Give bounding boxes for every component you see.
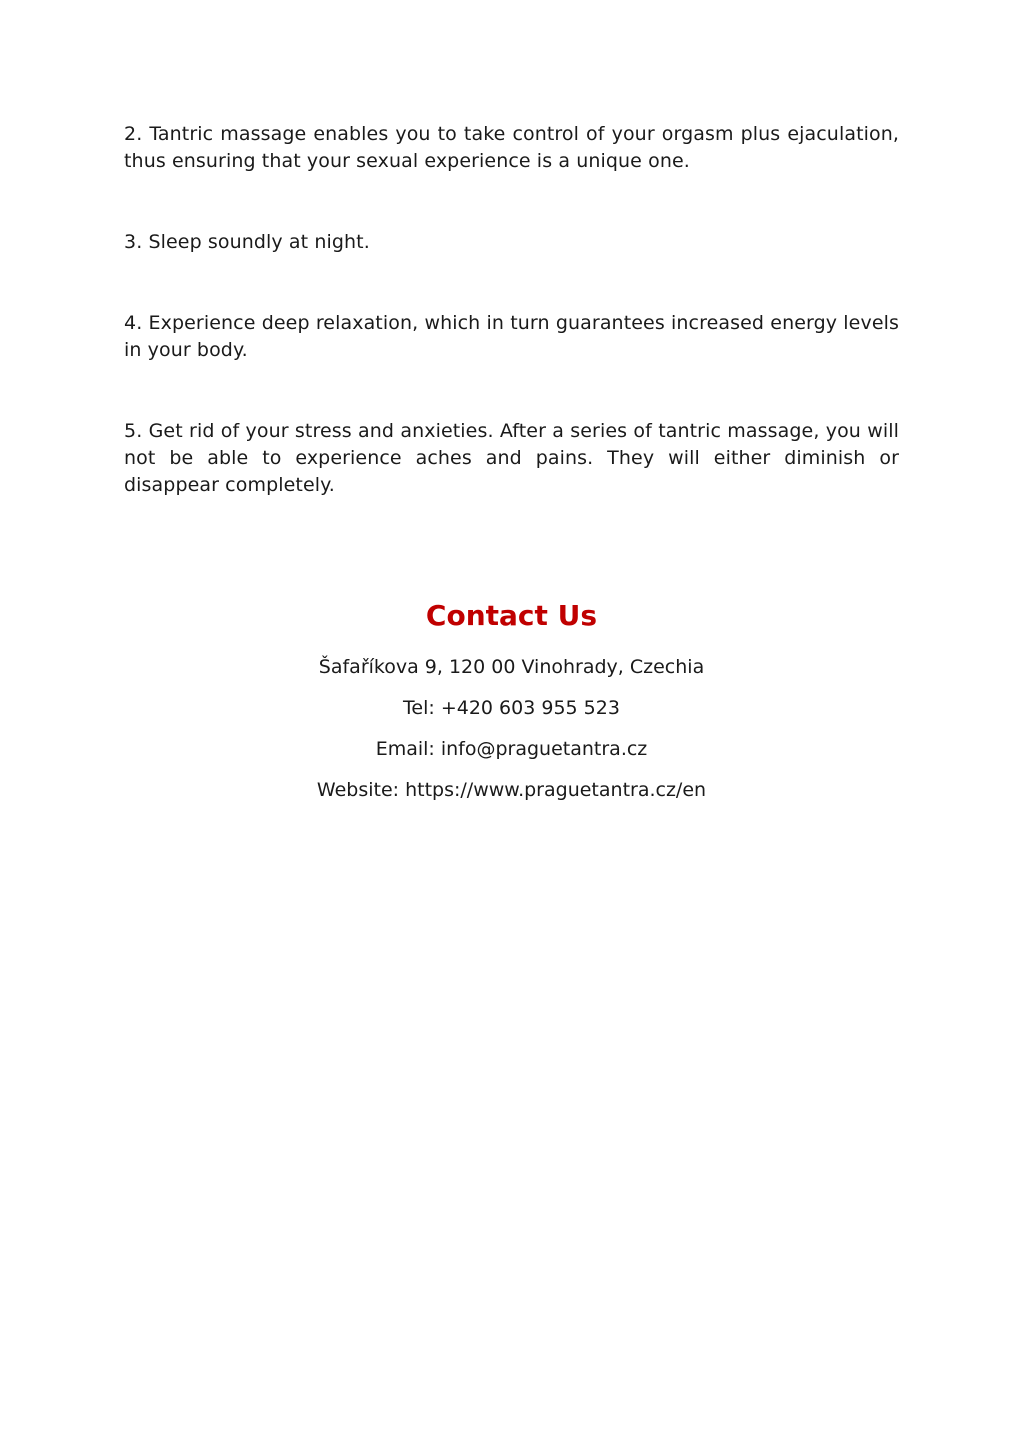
contact-section [0, 596, 1023, 818]
contact-email: Email: info@praguetantra.cz [375, 738, 648, 760]
list-item: 4. Experience deep relaxation, which in turn guarantees increased energy levels in your body. [124, 312, 899, 361]
contact-address: Šafaříkova 9, 120 00 Vinohrady, Czechia [318, 656, 705, 678]
contact-website: Website: https://www.praguetantra.cz/en [316, 779, 707, 801]
contact-title: Contact Us [425, 599, 598, 632]
document-body [124, 121, 899, 553]
list-item: 5. Get rid of your stress and anxieties. After a series of tantric massage, you will not be able to experience aches and pains. They will either diminish or disappear completely. [124, 420, 899, 496]
contact-phone: Tel: +420 603 955 523 [403, 697, 620, 719]
list-item: 3. Sleep soundly at night. [124, 231, 370, 253]
list-item: 2. Tantric massage enables you to take control of your orgasm plus ejaculation, thus ensuring that your sexual experience is a unique one. [124, 123, 899, 172]
